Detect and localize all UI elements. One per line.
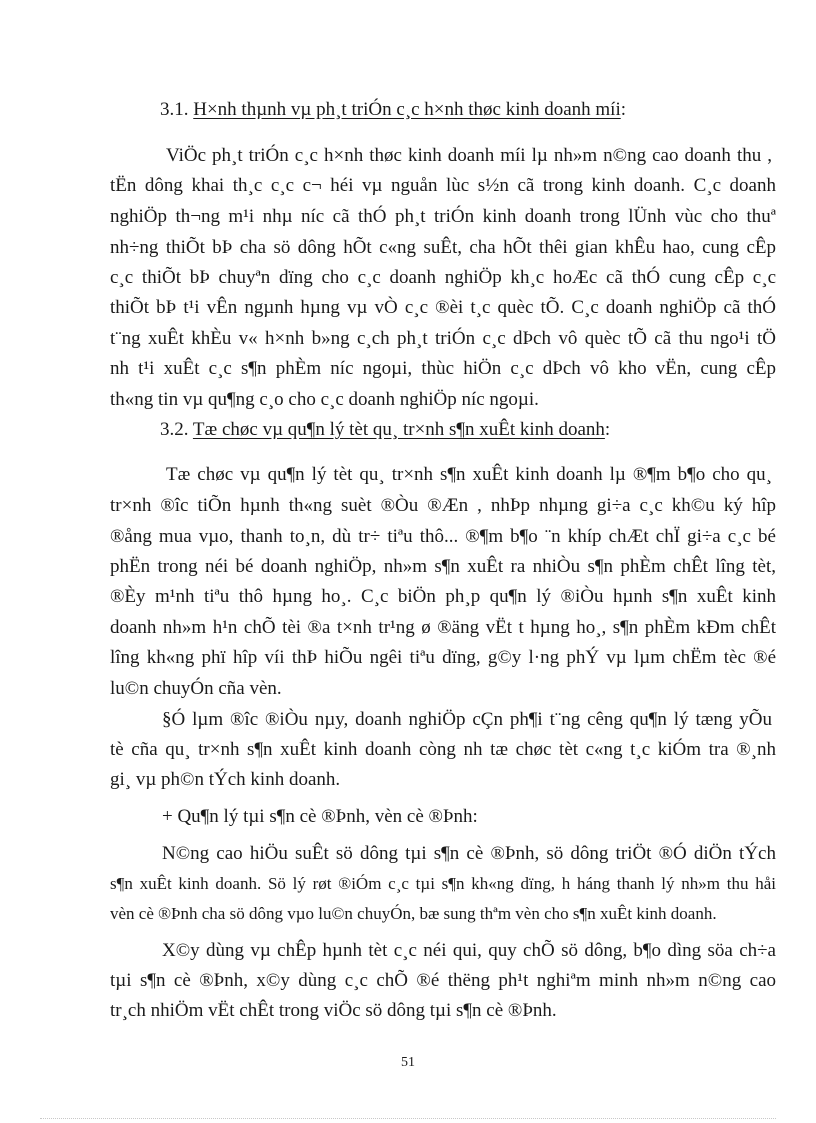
paragraph-line: nh t¹i xuÊt c¸c s¶n phÈm níc ngoµi, thùc hiÖn c¸c dÞch vô kho vËn, cung cÊp: [110, 358, 776, 379]
paragraph-line: th«ng tin vµ qu¶ng c¸o cho c¸c doanh nghiÖp níc ngoµi.: [110, 389, 539, 410]
paragraph-line: tr×nh ®îc tiÕn hµnh th«ng suèt ®Òu ®Æn , nhÞp nhµng gi÷a c¸c kh©u ký hîp: [110, 495, 776, 516]
paragraph-line: tµi s¶n cè ®Þnh, x©y dùng c¸c chÕ ®é thëng ph¹t nghiªm minh nh»m n©ng cao: [110, 970, 776, 991]
paragraph-line: tè cña qu¸ tr×nh s¶n xuÊt kinh doanh còng nh tæ chøc tèt c«ng t¸c kiÓm tra ®¸nh: [110, 739, 776, 760]
paragraph-line: thiÕt bÞ t¹i vÊn ngµnh hµng vµ vÒ c¸c ®èi t¸c quèc tÕ. C¸c doanh nghiÖp cã thÓ: [110, 297, 776, 318]
paragraph-line: X©y dùng vµ chÊp hµnh tèt c¸c néi qui, quy chÕ sö dông, b¶o dìng söa ch÷a: [162, 940, 776, 961]
paragraph-line: c¸c thiÕt bÞ chuyªn dïng cho c¸c doanh nghiÖp kh¸c hoÆc cã thÓ cung cÊp c¸c: [110, 267, 776, 288]
paragraph-line: N©ng cao hiÖu suÊt sö dông tµi s¶n cè ®Þnh, sö dông triÖt ®Ó diÖn tÝch: [162, 843, 776, 864]
paragraph-line: tr¸ch nhiÖm vËt chÊt trong viÖc sö dông tµi s¶n cè ®Þnh.: [110, 1000, 557, 1021]
paragraph-line: ®Èy m¹nh tiªu thô hµng ho¸. C¸c biÖn ph¸p qu¶n lý ®iÒu hµnh s¶n xuÊt kinh: [110, 586, 776, 607]
heading-number: 3.2.: [160, 419, 193, 440]
bullet-heading: + Qu¶n lý tµi s¶n cè ®Þnh, vèn cè ®Þnh:: [162, 806, 478, 827]
paragraph-line: Tæ chøc vµ qu¶n lý tèt qu¸ tr×nh s¶n xuÊt kinh doanh lµ ®¶m b¶o cho qu¸: [166, 464, 772, 485]
paragraph-line: lu©n chuyÓn cña vèn.: [110, 678, 282, 699]
paragraph-line: tËn dông khai th¸c c¸c c¬ héi vµ nguån lùc s½n cã trong kinh doanh. C¸c doanh: [110, 175, 776, 196]
paragraph-line: s¶n xuÊt kinh doanh. Sö lý røt ®iÓm c¸c tµi s¶n kh«ng dïng, h háng thanh lý nh»m thu håi: [110, 874, 776, 893]
paragraph-line: vèn cè ®Þnh cha sö dông vµo lu©n chuyÓn, bæ sung thªm vèn cho s¶n xuÊt kinh doanh.: [110, 904, 717, 923]
page-number: 51: [401, 1055, 415, 1070]
paragraph-line: nghiÖp th¬ng m¹i nhµ níc cã thÓ ph¸t triÓn kinh doanh trong lÜnh vùc cho thuª: [110, 206, 776, 227]
section-3-1-heading: [160, 98, 770, 122]
paragraph-line: t¨ng xuÊt khÈu v« h×nh b»ng c¸ch ph¸t triÓn c¸c dÞch vô quèc tÕ cã thu ngo¹i tÖ: [110, 328, 776, 349]
heading-title: Tæ chøc vµ qu¶n lý tèt qu¸ tr×nh s¶n xuÊt kinh doanh: [192, 419, 605, 440]
heading-colon: :: [604, 419, 611, 440]
paragraph-line: phËn trong néi bé doanh nghiÖp, nh»m s¶n xuÊt ra nhiÒu s¶n phÈm chÊt lîng tèt,: [110, 556, 776, 577]
paragraph-line: ViÖc ph¸t triÓn c¸c h×nh thøc kinh doanh míi lµ nh»m n©ng cao doanh thu ,: [166, 145, 772, 166]
paragraph-line: §Ó lµm ®îc ®iÒu nµy, doanh nghiÖp cÇn ph¶i t¨ng cêng qu¶n lý tæng yÕu: [162, 709, 772, 730]
paragraph-line: doanh nh»m h¹n chÕ tèi ®a t×nh tr¹ng ø ®äng vËt t hµng ho¸, s¶n phÈm kÐm chÊt: [110, 617, 776, 638]
paragraph-line: lîng kh«ng phï hîp víi thÞ hiÕu ngêi tiªu dïng, g©y l·ng phÝ vµ lµm chËm tèc ®é: [110, 647, 776, 668]
heading-colon: :: [620, 99, 627, 120]
paragraph-line: ®ång mua vµo, thanh to¸n, dù tr÷ tiªu thô... ®¶m b¶o ¨n khíp chÆt chÏ gi÷a c¸c bé: [110, 526, 776, 547]
section-3-2-heading: [160, 418, 770, 442]
page-bottom-border: [40, 1118, 776, 1119]
paragraph-line: gi¸ vµ ph©n tÝch kinh doanh.: [110, 769, 341, 790]
paragraph-line: nh÷ng thiÕt bÞ cha sö dông hÕt c«ng suÊt, cha hÕt thêi gian khÊu hao, cung cÊp: [110, 237, 776, 258]
heading-title: H×nh thµnh vµ ph¸t triÓn c¸c h×nh thøc kinh doanh míi: [193, 99, 621, 120]
heading-number: 3.1.: [160, 99, 194, 120]
